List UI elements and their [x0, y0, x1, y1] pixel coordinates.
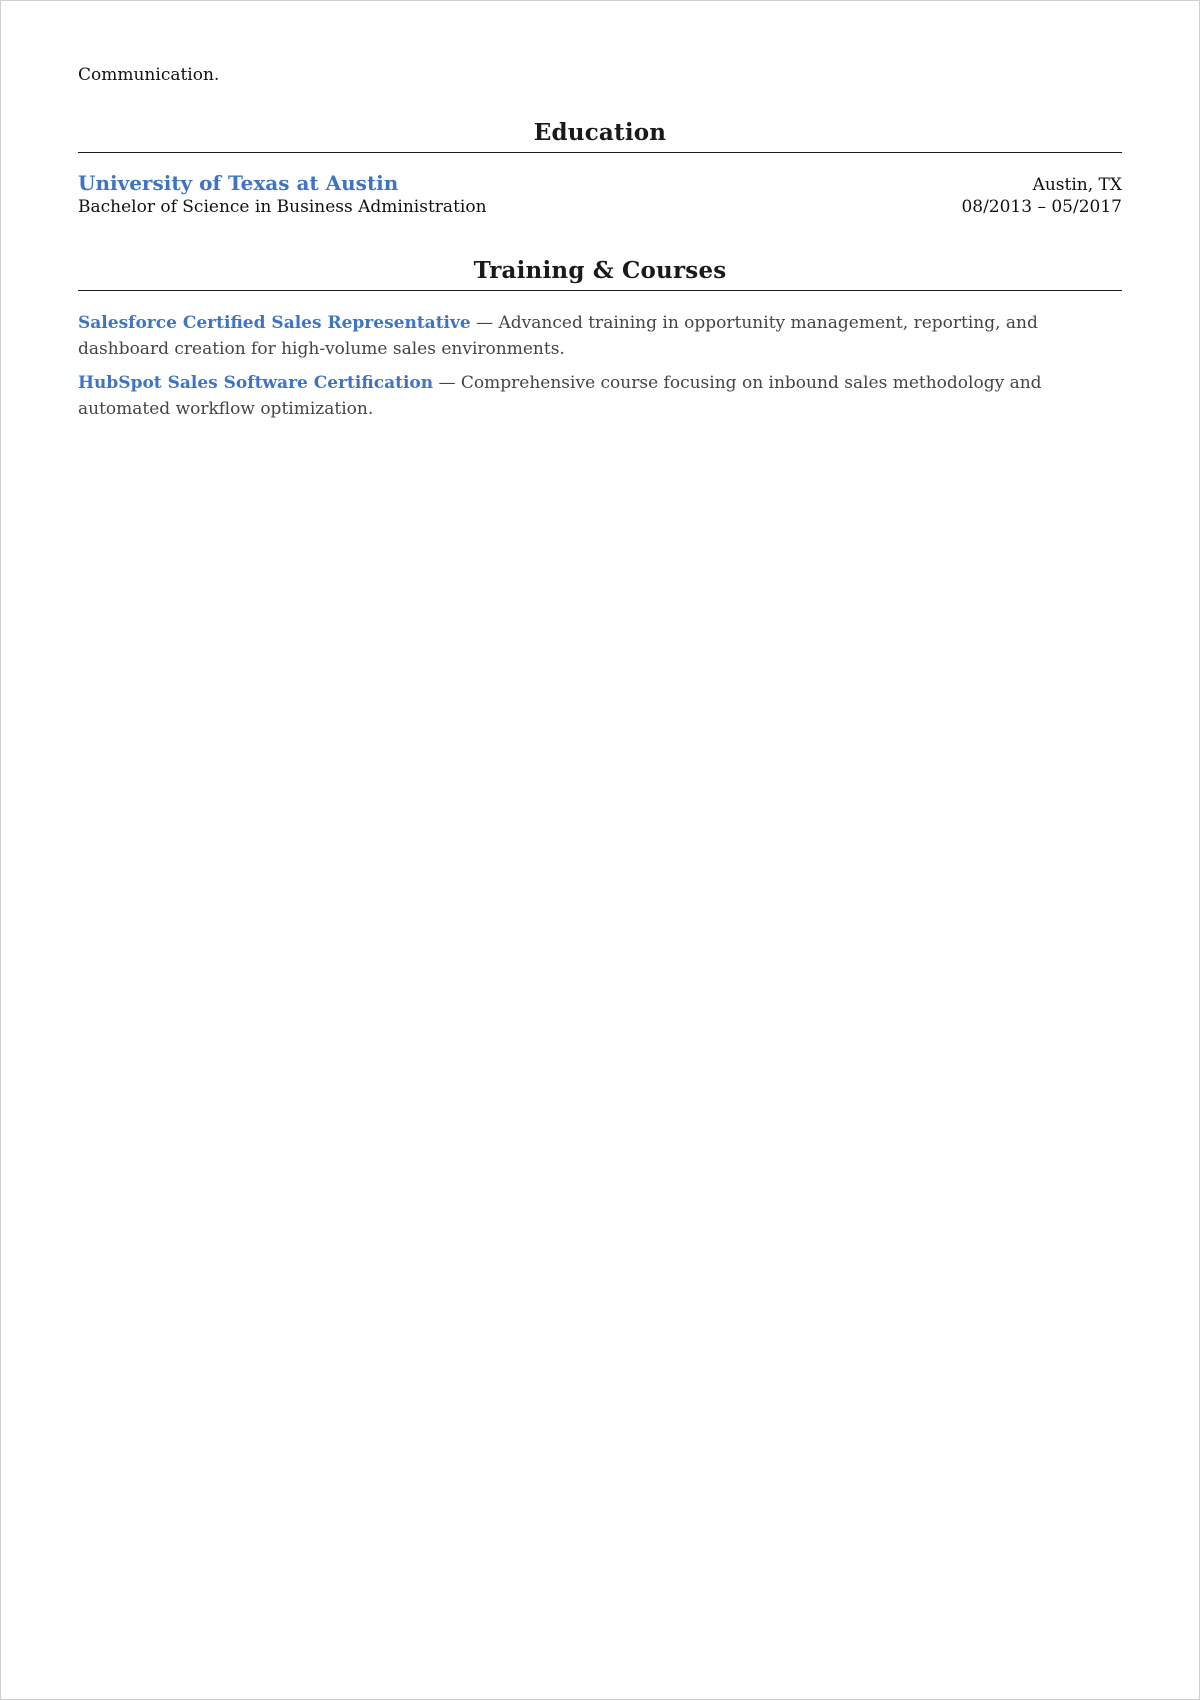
training-item-description: Advanced training in opportunity management, reporting, and dashboard creation for high-volume sales environments.	[78, 313, 1038, 359]
training-item	[78, 370, 1122, 422]
education-heading: Education	[78, 119, 1122, 153]
training-section	[78, 257, 1122, 430]
school-location: Austin, TX	[1032, 175, 1122, 195]
education-entry-top-row	[78, 171, 1122, 195]
training-item-name: HubSpot Sales Software Certification	[78, 373, 434, 393]
education-section	[78, 119, 1122, 217]
training-item-description: Comprehensive course focusing on inbound sales methodology and automated workflow optimization.	[78, 373, 1042, 419]
summary-continuation: Communication.	[78, 65, 220, 85]
training-heading: Training & Courses	[78, 257, 1122, 291]
education-dates: 08/2013 – 05/2017	[961, 197, 1122, 217]
training-list	[78, 310, 1122, 422]
training-item	[78, 310, 1122, 362]
training-item-name: Salesforce Certified Sales Representative	[78, 313, 471, 333]
degree: Bachelor of Science in Business Administration	[78, 197, 487, 217]
training-item-separator: —	[470, 313, 499, 333]
education-entry-bottom-row	[78, 197, 1122, 217]
education-entry	[78, 171, 1122, 217]
training-item-separator: —	[433, 373, 461, 393]
school-name: University of Texas at Austin	[78, 171, 399, 195]
